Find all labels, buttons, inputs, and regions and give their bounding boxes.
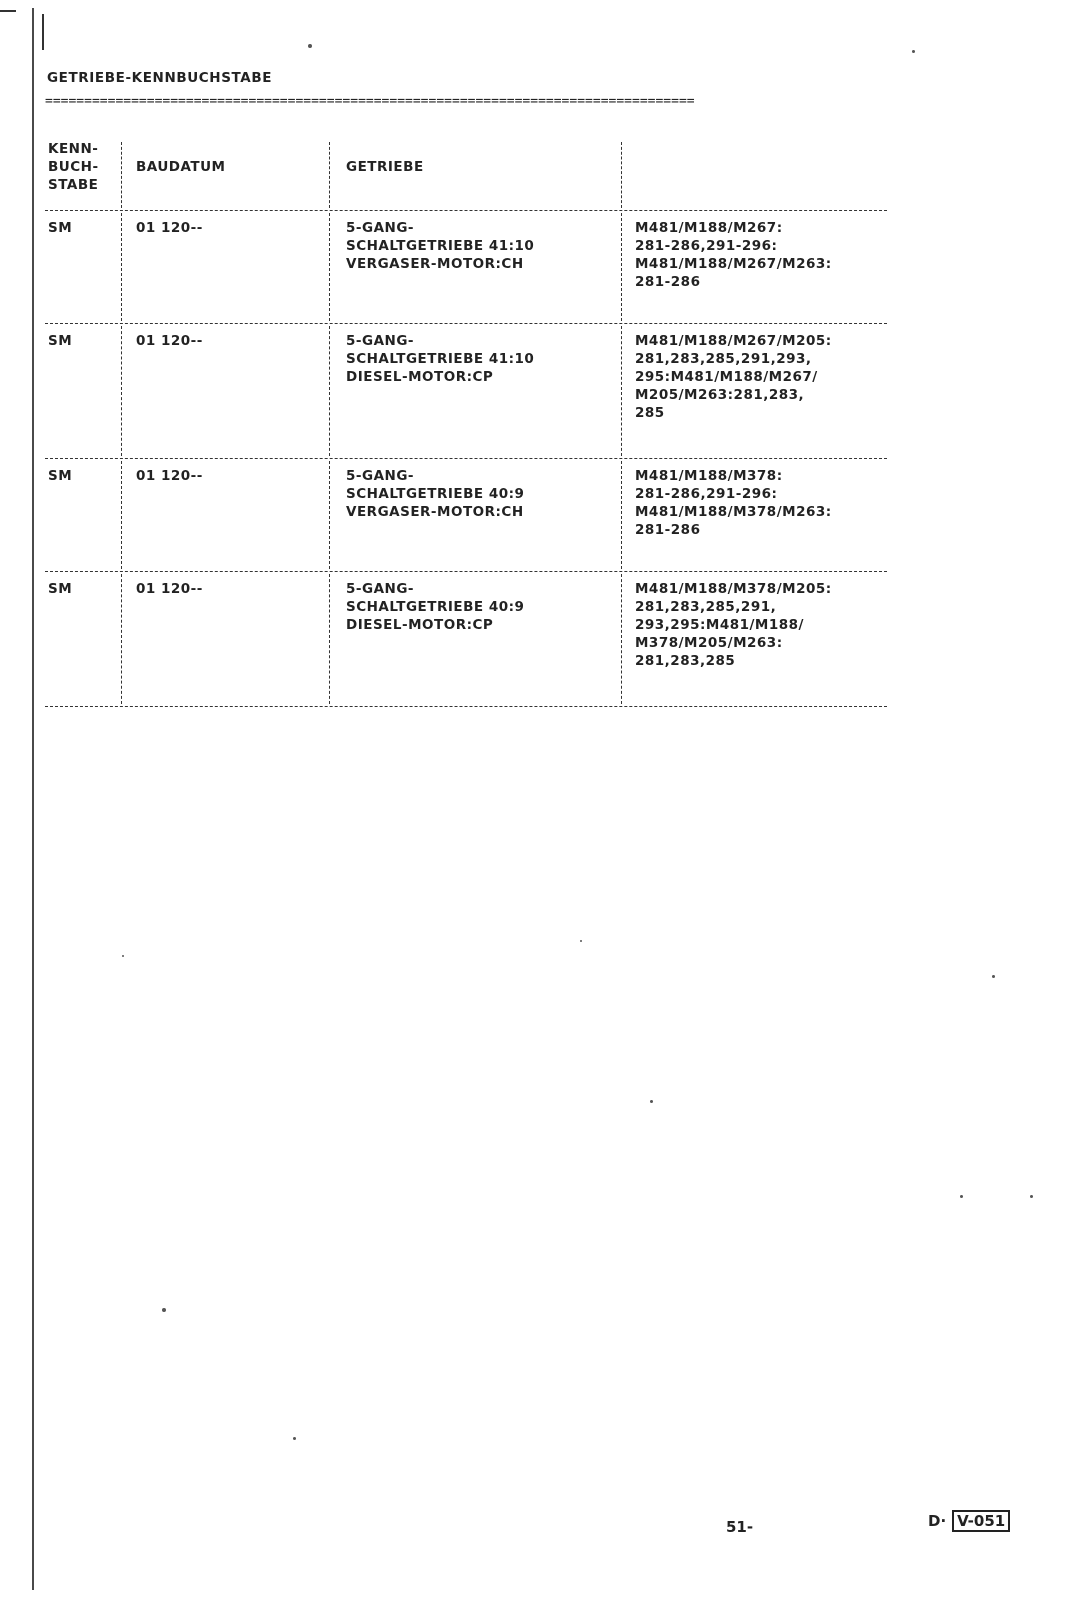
column-separator — [121, 326, 122, 456]
column-separator — [621, 142, 622, 208]
table-row — [45, 459, 887, 572]
getriebe-cell: 5-GANG- SCHALTGETRIEBE 41:10 DIESEL-MOTOR:CP — [346, 333, 535, 385]
document-title: GETRIEBE-KENNBUCHSTABE — [47, 70, 273, 86]
column-separator — [329, 461, 330, 569]
column-separator — [121, 213, 122, 321]
scan-speck — [293, 1437, 296, 1440]
kennbuchstabe-cell: SM — [48, 468, 73, 484]
header-kennbuchstabe: KENN- BUCH- STABE — [48, 141, 99, 193]
scan-speck — [580, 940, 582, 942]
getriebe-cell: 5-GANG- SCHALTGETRIEBE 40:9 DIESEL-MOTOR:CP — [346, 581, 525, 633]
column-separator — [621, 461, 622, 569]
scan-speck — [308, 44, 312, 48]
table-row — [45, 324, 887, 459]
scan-speck — [992, 975, 995, 978]
document-code — [928, 1512, 1010, 1530]
column-separator — [121, 574, 122, 704]
baudatum-cell: 01 120-- — [136, 333, 203, 349]
table-header-row — [45, 140, 887, 211]
column-separator — [621, 326, 622, 456]
baudatum-cell: 01 120-- — [136, 581, 203, 597]
code-box: V-051 — [952, 1510, 1010, 1532]
baudatum-cell: 01 120-- — [136, 220, 203, 236]
scan-speck — [162, 1308, 166, 1312]
scan-speck — [960, 1195, 963, 1198]
getriebe-cell: 5-GANG- SCHALTGETRIEBE 41:10 VERGASER-MOTOR:CH — [346, 220, 535, 272]
margin-line — [32, 8, 34, 1590]
baudatum-cell: 01 120-- — [136, 468, 203, 484]
scan-speck — [912, 50, 915, 53]
kennbuchstabe-cell: SM — [48, 333, 73, 349]
column-separator — [121, 142, 122, 208]
corner-mark-vertical — [42, 14, 44, 50]
scan-speck — [650, 1100, 653, 1103]
modelle-cell: M481/M188/M378/M205: 281,283,285,291, 293,295:M481/M188/ M378/M205/M263: 281,283,285 — [635, 581, 832, 669]
kennbuchstabe-cell: SM — [48, 220, 73, 236]
table-row — [45, 572, 887, 707]
scan-speck — [1030, 1195, 1033, 1198]
modelle-cell: M481/M188/M267/M205: 281,283,285,291,293, 295:M481/M188/M267/ M205/M263:281,283, 285 — [635, 333, 832, 421]
column-separator — [329, 326, 330, 456]
gear-code-table — [45, 140, 887, 707]
modelle-cell: M481/M188/M267: 281-286,291-296: M481/M188/M267/M263: 281-286 — [635, 220, 832, 290]
column-separator — [329, 142, 330, 208]
scan-speck — [122, 955, 124, 957]
column-separator — [121, 461, 122, 569]
column-separator — [621, 213, 622, 321]
kennbuchstabe-cell: SM — [48, 581, 73, 597]
title-underline-rule: =================================================================================== — [45, 95, 695, 108]
column-separator — [329, 574, 330, 704]
page-number: 51- — [726, 1518, 754, 1536]
column-separator — [329, 213, 330, 321]
corner-mark — [0, 10, 16, 12]
code-prefix: D· — [928, 1512, 947, 1530]
table-row — [45, 211, 887, 324]
column-separator — [621, 574, 622, 704]
header-baudatum: BAUDATUM — [136, 159, 226, 175]
modelle-cell: M481/M188/M378: 281-286,291-296: M481/M188/M378/M263: 281-286 — [635, 468, 832, 538]
header-getriebe: GETRIEBE — [346, 159, 424, 175]
getriebe-cell: 5-GANG- SCHALTGETRIEBE 40:9 VERGASER-MOTOR:CH — [346, 468, 525, 520]
